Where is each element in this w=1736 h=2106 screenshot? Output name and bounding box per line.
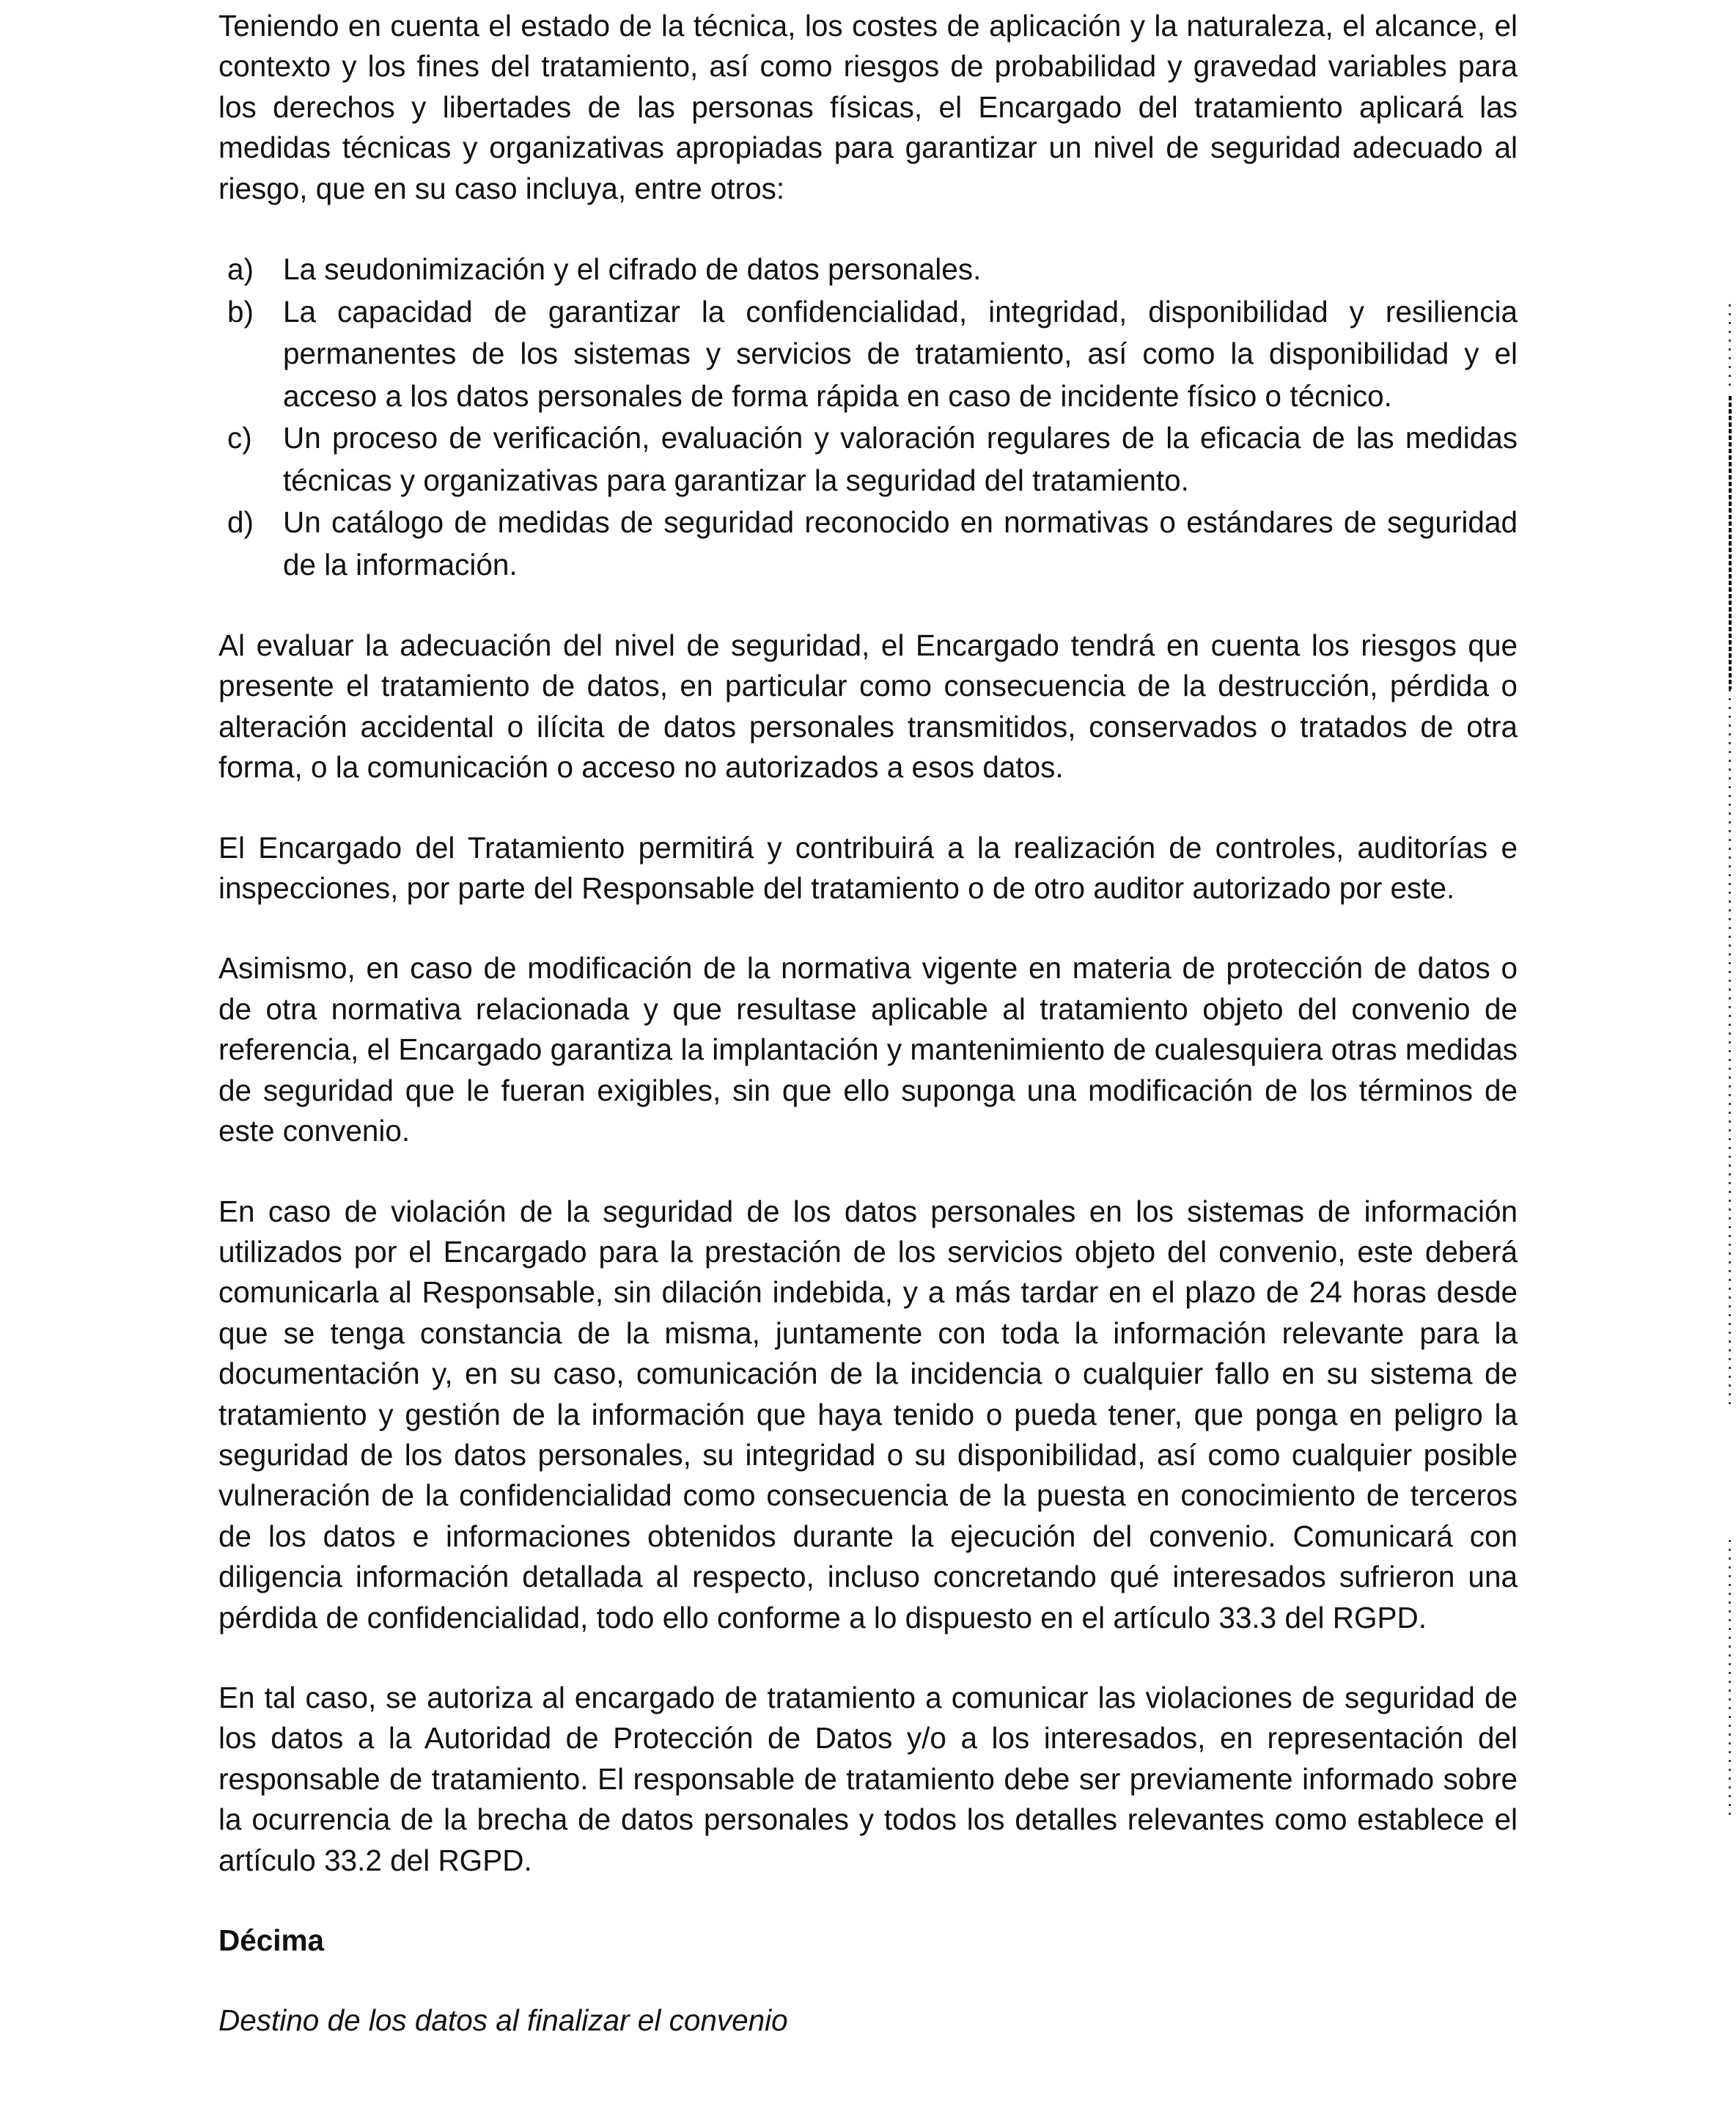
list-item [218,249,1518,291]
clause-subheading: Destino de los datos al finalizar el convenio [218,2003,788,2037]
spacer [218,586,1518,625]
spacer [218,788,1518,828]
risk-paragraph: Al evaluar la adecuación del nivel de seguridad, el Encargado tendrá en cuenta los riesgos que presente el tratamiento de datos, en particular como consecuencia de la destrucción, pérdida o alteración accidental o ilícita de datos personales transmitidos, conservados o tratados de otra forma, o la comunicación o acceso no autorizados a esos datos. [218,628,1518,785]
audits-paragraph: El Encargado del Tratamiento permitirá y contribuirá a la realización de controles, auditorías e inspecciones, por parte del Responsable del tratamiento o de otro auditor autorizado por este. [218,830,1518,906]
list-item [218,291,1518,418]
scan-edge-marks [1729,1540,1731,1819]
breach-paragraph: En caso de violación de la seguridad de los datos personales en los sistemas de información utilizados por el Encargado para la prestación de los servicios objeto del convenio, este deberá comunicarla al Responsable, sin dilación indebida, y a más tardar en el plazo de 24 horas desde que se tenga constancia de la misma, juntamente con toda la información relevante para la documentación y, en su caso, comunicación de la incidencia o cualquier fallo en su sistema de tratamiento y gestión de la información que haya tenido o pueda tener, que ponga en peligro la seguridad de los datos personales, su integridad o su disponibilidad, así como cualquier posible vulneración de la confidencialidad como consecuencia de la puesta en conocimiento de terceros de los datos e informaciones obtenidos durante la ejecución del convenio. Comunicará con diligencia información detallada al respecto, incluso concretando qué interesados sufrieron una pérdida de confidencialidad, todo ello conforme a lo dispuesto en el artículo 33.3 del RGPD. [218,1194,1518,1634]
list-item [218,502,1518,586]
scan-edge-marks [1729,304,1731,392]
spacer [218,1152,1518,1192]
list-item [218,417,1518,502]
list-item-text: La seudonimización y el cifrado de datos personales. [283,252,982,287]
scan-edge-marks [1729,396,1732,689]
clause-heading: Décima [218,1923,325,1957]
regulation-paragraph: Asimismo, en caso de modificación de la normativa vigente en materia de protección de datos o de otra normativa relacionada y que resultase aplicable al tratamiento objeto del convenio de referencia, el Encargado garantiza la implantación y mantenimiento de cualesquiera otras medidas de seguridad que le fueran exigibles, sin que ello suponga una modificación de los términos de este convenio. [218,951,1518,1148]
authorization-paragraph: En tal caso, se autoriza al encargado de tratamiento a comunicar las violaciones de seguridad de los datos a la Autoridad de Protección de Datos y/o a los interesados, en representación del responsable de tratamiento. El responsable de tratamiento debe ser previamente informado sobre la ocurrencia de la brecha de datos personales y todos los detalles relevantes como establece el artículo 33.2 del RGPD. [218,1680,1518,1877]
security-measures-list [218,249,1518,586]
scan-edge-marks [1729,689,1731,1408]
spacer [218,1638,1518,1678]
list-item-text: Un catálogo de medidas de seguridad reconocido en normativas o estándares de seguridad de la información. [283,505,1518,581]
list-marker: b) [227,294,254,329]
list-item-text: La capacidad de garantizar la confidencialidad, integridad, disponibilidad y resiliencia permanentes de los sistemas y servicios de tratamiento, así como la disponibilidad y el acceso a los datos personales de forma rápida en caso de incidente físico o técnico. [283,294,1518,413]
spacer [218,209,1518,249]
list-marker: d) [227,505,254,540]
list-item-text: Un proceso de verificación, evaluación y valoración regulares de la eficacia de las medidas técnicas y organizativas para garantizar la seguridad del tratamiento. [283,421,1518,497]
list-marker: c) [227,421,252,455]
spacer [218,1881,1518,1920]
spacer [218,1961,1518,2000]
intro-paragraph: Teniendo en cuenta el estado de la técnica, los costes de aplicación y la naturaleza, el alcance, el contexto y los fines del tratamiento, así como riesgos de probabilidad y gravedad variables para los derechos y libertades de las personas físicas, el Encargado del tratamiento aplicará las medidas técnicas y organizativas apropiadas para garantizar un nivel de seguridad adecuado al riesgo, que en su caso incluya, entre otros: [218,9,1518,205]
list-marker: a) [227,252,254,287]
spacer [218,909,1518,948]
document-page [218,6,1518,2041]
